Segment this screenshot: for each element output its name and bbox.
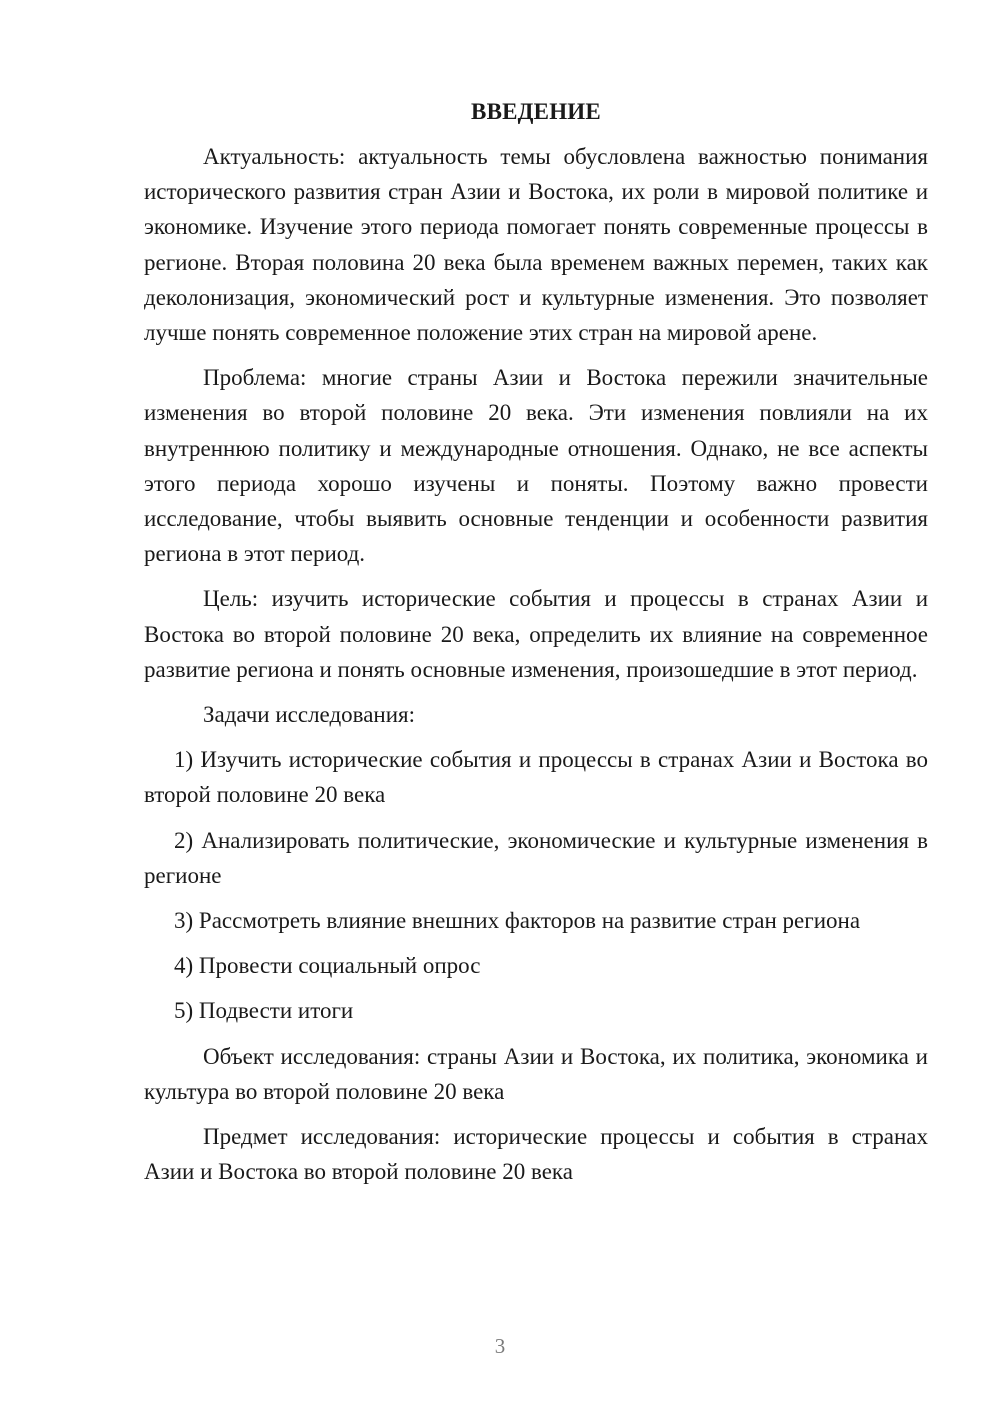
relevance-paragraph: Актуальность: актуальность темы обусловлена важностью понимания исторического развития стран Азии и Востока, их роли в мировой политике и экономике. Изучение этого периода помогает понять современные процессы в регионе. Вторая половина 20 века была временем важных перемен, таких как деколонизация, экономический рост и культурные изменения. Это позволяет лучше понять современное положение этих стран на мировой арене. <box>144 144 928 346</box>
goal-paragraph: Цель: изучить исторические события и процессы в странах Азии и Востока во второй половине 20 века, определить их влияние на современное развитие региона и понять основные изменения, произошедшие в этот период. <box>144 586 928 682</box>
task-item-4: 4) Провести социальный опрос <box>174 953 481 979</box>
task-item-1: 1) Изучить исторические события и процессы в странах Азии и Востока во второй половине 20 века <box>144 747 928 808</box>
task-item-3: 3) Рассмотреть влияние внешних факторов на развитие стран региона <box>174 908 861 934</box>
task-item-2: 2) Анализировать политические, экономические и культурные изменения в регионе <box>144 827 928 888</box>
research-object-paragraph: Объект исследования: страны Азии и Востока, их политика, экономика и культура во второй половине 20 века <box>144 1043 928 1104</box>
task-item-5: 5) Подвести итоги <box>174 998 354 1024</box>
research-subject-paragraph: Предмет исследования: исторические процессы и события в странах Азии и Востока во второй половине 20 века <box>144 1124 928 1185</box>
document-page <box>144 94 928 1189</box>
tasks-heading: Задачи исследования: <box>203 702 416 728</box>
problem-paragraph: Проблема: многие страны Азии и Востока пережили значительные изменения во второй половине 20 века. Эти изменения повлияли на их внутреннюю политику и международные отношения. Однако, не все аспекты этого периода хорошо изучены и поняты. Поэтому важно провести исследование, чтобы выявить основные тенденции и особенности развития региона в этот период. <box>144 365 928 567</box>
page-number: 3 <box>494 1334 506 1358</box>
page-title: ВВЕДЕНИЕ <box>471 99 601 124</box>
